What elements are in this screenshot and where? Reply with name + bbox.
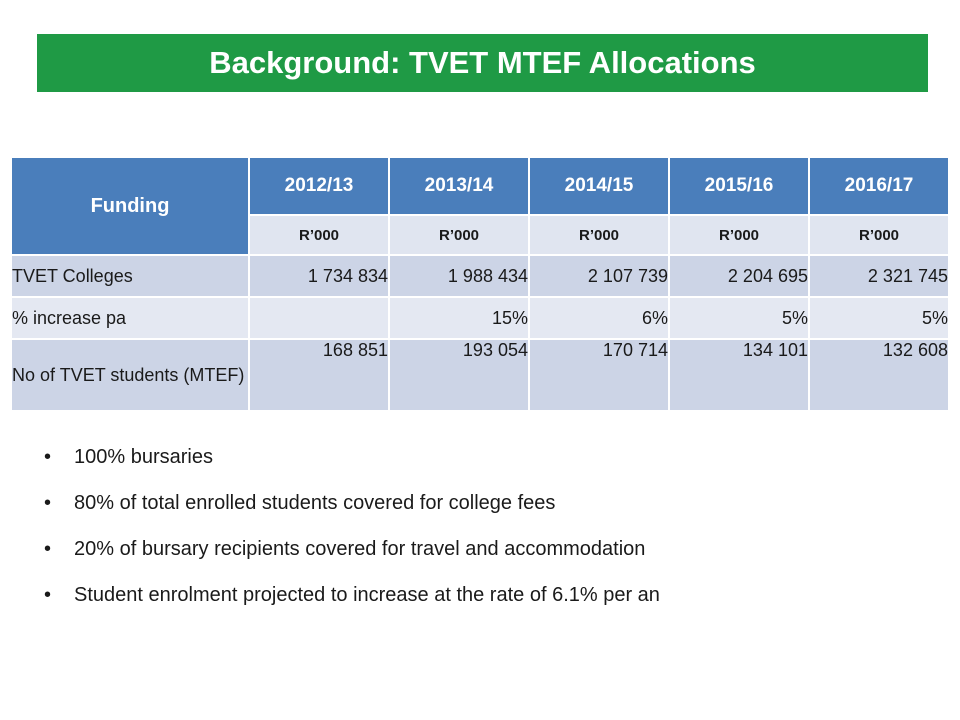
bullet-icon: • (44, 492, 52, 514)
row-label: TVET Colleges (11, 255, 249, 297)
bullet-text: 80% of total enrolled students covered for college fees (74, 492, 556, 514)
table-cell: 5% (669, 297, 809, 339)
list-item (44, 488, 660, 534)
bullet-icon: • (44, 446, 52, 468)
table-cell: 132 608 (809, 339, 949, 411)
table-header-row (11, 157, 949, 215)
funding-table (10, 156, 950, 412)
table-cell: 5% (809, 297, 949, 339)
table-row (11, 297, 949, 339)
slide-title (37, 34, 928, 92)
row-label: % increase pa (11, 297, 249, 339)
table-cell: 15% (389, 297, 529, 339)
year-header: 2012/13 (249, 157, 389, 215)
list-item (44, 534, 660, 580)
list-item (44, 580, 660, 626)
table-row (11, 255, 949, 297)
bullet-list (44, 442, 660, 626)
table-cell: 1 988 434 (389, 255, 529, 297)
bullet-text: 20% of bursary recipients covered for travel and accommodation (74, 538, 646, 560)
slide-title-text: Background: TVET MTEF Allocations (209, 45, 756, 80)
table-row (11, 339, 949, 411)
table-cell: 168 851 (249, 339, 389, 411)
table-cell: 2 321 745 (809, 255, 949, 297)
unit-header: R’000 (389, 215, 529, 255)
funding-header: Funding (11, 157, 249, 255)
table-cell: 1 734 834 (249, 255, 389, 297)
table-cell: 2 204 695 (669, 255, 809, 297)
table-cell (249, 297, 389, 339)
year-header: 2014/15 (529, 157, 669, 215)
unit-header: R’000 (669, 215, 809, 255)
bullet-text: 100% bursaries (74, 446, 213, 468)
unit-header: R’000 (529, 215, 669, 255)
bullet-icon: • (44, 538, 52, 560)
table-cell: 134 101 (669, 339, 809, 411)
bullet-icon: • (44, 584, 52, 606)
row-label: No of TVET students (MTEF) (11, 339, 249, 411)
year-header: 2016/17 (809, 157, 949, 215)
unit-header: R’000 (249, 215, 389, 255)
year-header: 2013/14 (389, 157, 529, 215)
table-cell: 6% (529, 297, 669, 339)
table-cell: 193 054 (389, 339, 529, 411)
year-header: 2015/16 (669, 157, 809, 215)
unit-header: R’000 (809, 215, 949, 255)
bullet-text: Student enrolment projected to increase at the rate of 6.1% per an (74, 584, 660, 606)
table-cell: 170 714 (529, 339, 669, 411)
list-item (44, 442, 660, 488)
table-cell: 2 107 739 (529, 255, 669, 297)
